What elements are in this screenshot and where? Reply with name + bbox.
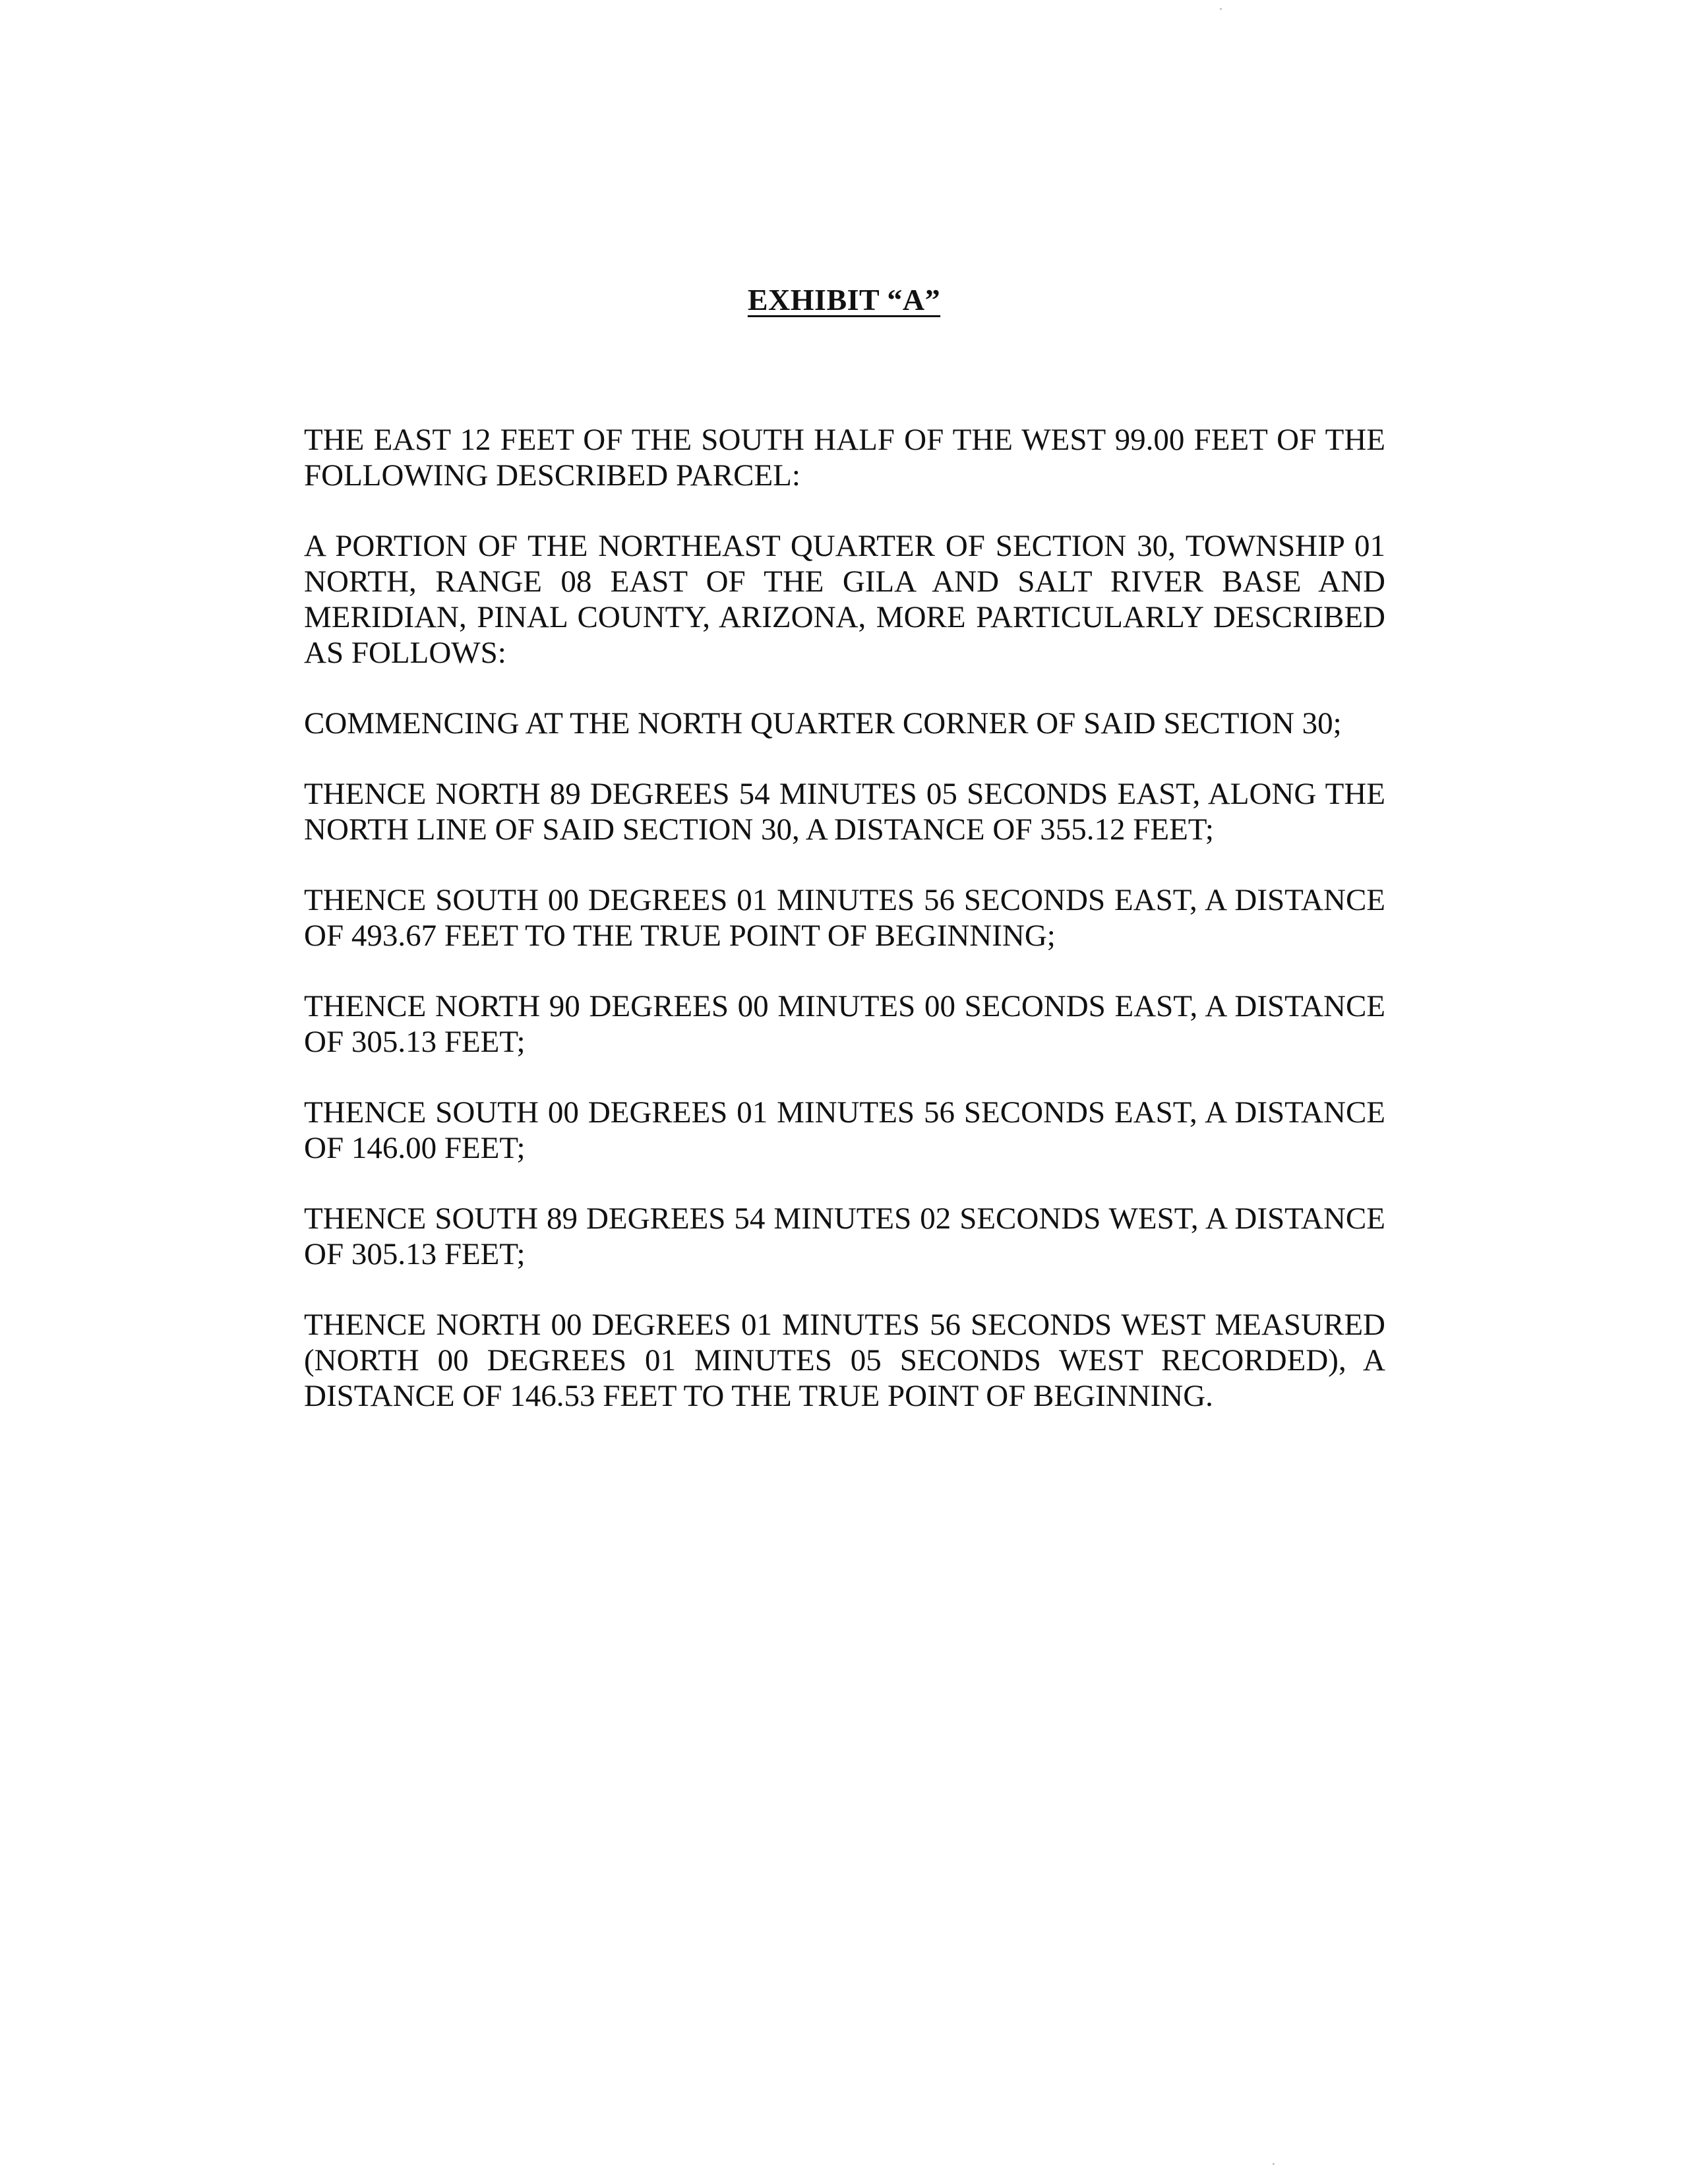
paragraph-course-6: THENCE NORTH 00 DEGREES 01 MINUTES 56 SECONDS WEST MEASURED (NORTH 00 DEGREES 01 MINUTES 05 SECONDS WEST RECORDED), A DISTANCE OF 146.53 FEET TO THE TRUE POINT OF BEGINNING. <box>304 1308 1385 1413</box>
paragraph-course-4: THENCE SOUTH 00 DEGREES 01 MINUTES 56 SECONDS EAST, A DISTANCE OF 146.00 FEET; <box>304 1095 1385 1165</box>
paragraph-course-1: THENCE NORTH 89 DEGREES 54 MINUTES 05 SECONDS EAST, ALONG THE NORTH LINE OF SAID SECTION 30, A DISTANCE OF 355.12 FEET; <box>304 777 1385 847</box>
paragraph-commencing: COMMENCING AT THE NORTH QUARTER CORNER OF SAID SECTION 30; <box>304 706 1342 741</box>
paragraph-course-3: THENCE NORTH 90 DEGREES 00 MINUTES 00 SECONDS EAST, A DISTANCE OF 305.13 FEET; <box>304 989 1385 1059</box>
scan-speck <box>1220 8 1222 10</box>
scan-speck <box>1273 2163 1275 2165</box>
paragraph-portion-description: A PORTION OF THE NORTHEAST QUARTER OF SECTION 30, TOWNSHIP 01 NORTH, RANGE 08 EAST OF THE GILA AND SALT RIVER BASE AND MERIDIAN, PINAL COUNTY, ARIZONA, MORE PARTICULARLY DESCRIBED AS FOLLOWS: <box>304 529 1385 670</box>
legal-description <box>304 422 1385 1449</box>
paragraph-course-2: THENCE SOUTH 00 DEGREES 01 MINUTES 56 SECONDS EAST, A DISTANCE OF 493.67 FEET TO THE TRUE POINT OF BEGINNING; <box>304 883 1385 953</box>
paragraph-parcel-intro: THE EAST 12 FEET OF THE SOUTH HALF OF THE WEST 99.00 FEET OF THE FOLLOWING DESCRIBED PARCEL: <box>304 423 1385 493</box>
paragraph-course-5: THENCE SOUTH 89 DEGREES 54 MINUTES 02 SECONDS WEST, A DISTANCE OF 305.13 FEET; <box>304 1201 1385 1271</box>
exhibit-title: EXHIBIT “A” <box>747 283 941 317</box>
